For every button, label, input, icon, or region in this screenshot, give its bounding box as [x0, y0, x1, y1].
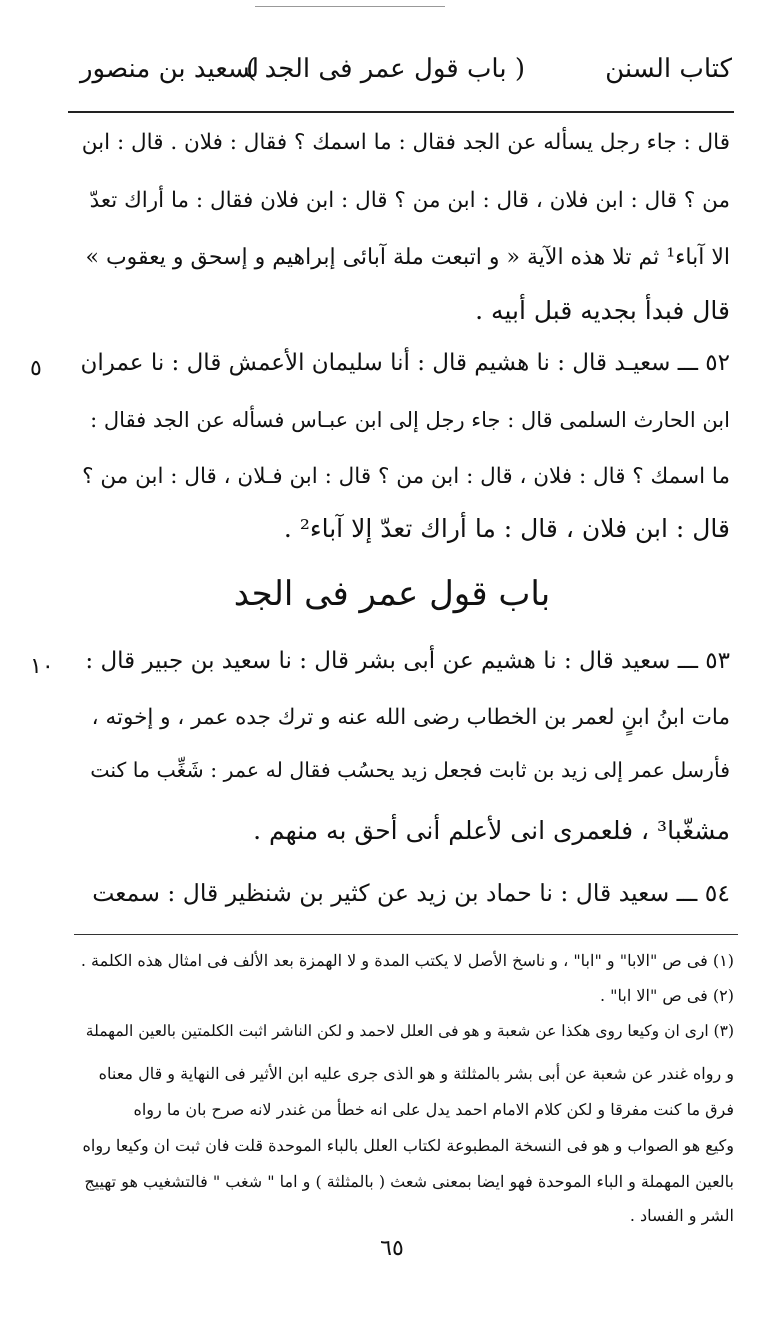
body-line: الا آباء¹ ثم تلا هذه الآية « و اتبعت ملة آبائى إبراهيم و إسحق و يعقوب »: [85, 245, 730, 270]
body-line: ابن الحارث السلمى قال : جاء رجل إلى ابن عبـاس فسأله عن الجد فقال :: [90, 408, 730, 432]
running-header: [80, 54, 740, 94]
body-line: مشغّبا³ ، فلعمرى انى لأعلم أنى أحق به منهم .: [253, 816, 730, 845]
body-line: من ؟ قال : ابن فلان ، قال : ابن من ؟ قال : ابن فلان فقال : ما أراك تعدّ: [89, 188, 730, 213]
footnote: (٣) ارى ان وكيعا روى هكذا عن شعبة و هو فى العلل لاحمد و لكن الناشر اثبت الكلمتين بالعين المهملة: [85, 1022, 734, 1040]
footnote: (٢) فى ص "الا ابا" .: [600, 986, 734, 1005]
page-number: ٦٥: [380, 1236, 404, 1261]
header-chapter-title: ( باب قول عمر فى الجد ): [246, 54, 525, 84]
header-book-title: كتاب السنن: [605, 54, 732, 84]
footnote: الشر و الفساد .: [629, 1206, 734, 1225]
body-line: مات ابنُ ابنٍ لعمر بن الخطاب رضى الله عنه و ترك جده عمر ، و إخوته ،: [91, 705, 730, 730]
body-line: ٥٤ ـــ سعيد قال : نا حماد بن زيد عن كثير بن شنظير قال : سمعت: [92, 879, 730, 907]
body-line: ٥٣ ـــ سعيد قال : نا هشيم عن أبى بشر قال : نا سعيد بن جبير قال :: [85, 648, 730, 674]
footnote: (١) فى ص "الابا" و "ابا" ، و ناسخ الأصل لا يكتب المدة و لا الهمزة بعد الألف فى امثال هذه الكلمة .: [80, 951, 734, 970]
header-divider: [68, 111, 734, 113]
section-title: باب قول عمر فى الجد: [233, 574, 551, 614]
header-author: لسعيد بن منصور: [80, 54, 260, 84]
footnote: فرق ما كنت مفرقا و لكن كلام الامام احمد يدل على انه خطأ من غندر لانه صرح بان ما رواه: [133, 1100, 734, 1119]
footnote: وكيع هو الصواب و هو فى النسخة المطبوعة لكتاب العلل بالباء الموحدة قلت فان ثبت ان وكيعا رواه: [82, 1136, 734, 1155]
body-line: ٥٢ ـــ سعيـد قال : نا هشيم قال : أنا سليمان الأعمش قال : نا عمران: [80, 350, 730, 376]
body-line: ما اسمك ؟ قال : فلان ، قال : ابن من ؟ قال : ابن فـلان ، قال : ابن من ؟: [82, 464, 730, 489]
footnote-divider: [74, 934, 738, 935]
footnote: بالعين المهملة و الباء الموحدة فهو ايضا بمعنى شعث ( بالمثلثة ) و اما " شغب " فالتشغيب هو تهييج: [84, 1172, 734, 1191]
footnote: و رواه غندر عن شعبة عن أبى بشر بالمثلثة و هو الذى جرى عليه ابن الأثير فى النهاية و قال معناه: [98, 1064, 734, 1083]
body-line: قال فبدأ بجديه قبل أبيه .: [475, 296, 730, 325]
body-line: قال : ابن فلان ، قال : ما أراك تعدّ إلا آباء² .: [283, 514, 730, 543]
margin-line-number: ٥: [30, 356, 42, 381]
body-line: قال : جاء رجل يسأله عن الجد فقال : ما اسمك ؟ فقال : فلان . قال : ابن: [81, 130, 730, 155]
margin-line-number: ١٠: [30, 654, 54, 679]
body-line: فأرسل عمر إلى زيد بن ثابت فجعل زيد يحسُب فقال له عمر : شَغِّب ما كنت: [90, 758, 730, 782]
top-divider: [255, 6, 445, 7]
